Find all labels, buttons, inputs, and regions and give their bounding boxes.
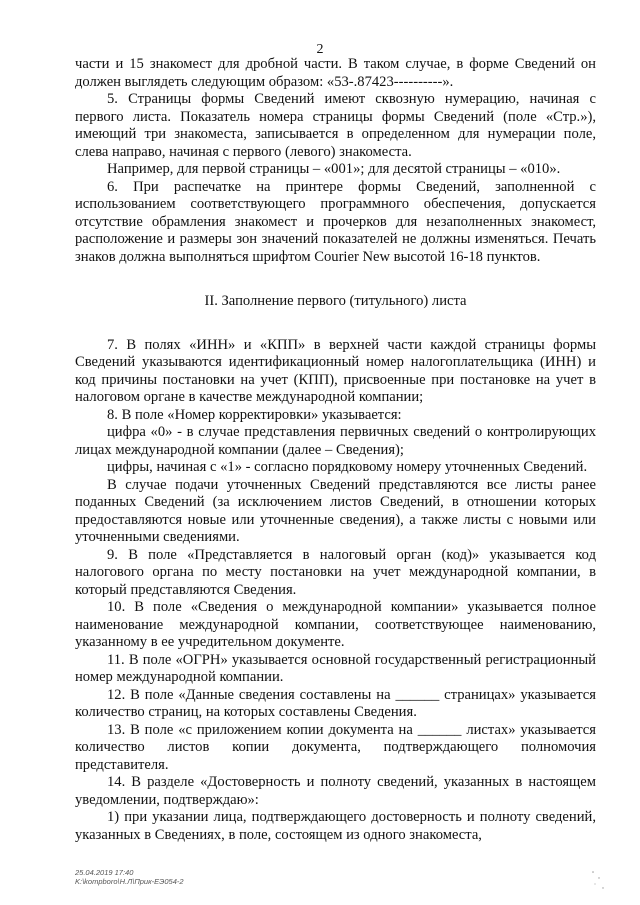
paragraph-11: 11. В поле «ОГРН» указывается основной государственный регистрационный номер международной компании. <box>75 651 596 685</box>
paragraph-corrections: В случае подачи уточненных Сведений представляются все листы ранее поданных Сведений (за исключением листов Сведений, в отношении которых предоставляются новые или уточненные сведения), а также листы с новыми или уточненными сведениями. <box>75 476 596 545</box>
paragraph-9: 9. В поле «Представляется в налоговый орган (код)» указывается код налогового органа по месту постановки на учет международной компании, в который представляются Сведения. <box>75 546 596 598</box>
paragraph-5: 5. Страницы формы Сведений имеют сквозную нумерацию, начиная с первого листа. Показатель номера страницы формы Сведений (поле «Стр.»), имеющий три знакоместа, записывается в определенном для нумерации поле, слева направо, начиная с первого (левого) знакоместа. <box>75 91 596 160</box>
paragraph-14: 14. В разделе «Достоверность и полноту сведений, указанных в настоящем уведомлении, подтверждаю»: <box>75 774 596 808</box>
text-flow <box>75 91 596 844</box>
paragraph-8: 8. В поле «Номер корректировки» указывается: <box>107 406 402 423</box>
paragraph-13: 13. В поле «с приложением копии документа на ______ листах» указывается количество листов копии документа, подтверждающего полномочия представителя. <box>75 721 596 773</box>
paragraph-continuation: части и 15 знакомест для дробной части. В таком случае, в форме Сведений он должен выглядеть следующим образом: «53-.87423----------». <box>75 56 596 90</box>
paragraph-12: 12. В поле «Данные сведения составлены на ______ страницах» указывается количество страниц, на которых составлены Сведения. <box>75 686 596 720</box>
footer-timestamp: 25.04.2019 17:40 <box>75 868 134 877</box>
scan-dots-mark <box>590 868 608 892</box>
paragraph-8-digits-1: цифры, начиная с «1» - согласно порядковому номеру уточненных Сведений. <box>107 459 588 475</box>
footer-stamp <box>75 868 184 886</box>
paragraph-6: 6. При распечатке на принтере формы Сведений, заполненной с использованием соответствующего программного обеспечения, допускается отсутствие обрамления знакомест и прочерков для незаполненных знакомест, расположение и размеры зон значений показателей не должны изменяться. Печать знаков должна выполняться шрифтом Courier New высотой 16-18 пунктов. <box>75 178 596 265</box>
paragraph-7: 7. В полях «ИНН» и «КПП» в верхней части каждой страницы формы Сведений указываются идентификационный номер налогоплательщика (ИНН) и код причины постановки на учет (КПП), присвоенные при постановке на учет в налоговом органе в качестве международной компании; <box>75 336 596 405</box>
paragraph-example: Например, для первой страницы – «001»; для десятой страницы – «010». <box>107 161 561 177</box>
page-number: 2 <box>316 42 324 57</box>
paragraph-10: 10. В поле «Сведения о международной компании» указывается полное наименование международной компании, соответствующее наименованию, указанному в ее учредительном документе. <box>75 599 596 650</box>
paragraph-14-1: 1) при указании лица, подтверждающего достоверность и полноту сведений, указанных в Сведениях, в поле, состоящем из одного знакоместа, <box>75 809 596 843</box>
footer-file-path: K:\kompboro\Н.Л\Прик-ЕЭ054-2 <box>75 877 184 886</box>
section-heading: II. Заполнение первого (титульного) листа <box>204 293 467 309</box>
paragraph-8-digit-0: цифра «0» - в случае представления первичных сведений о контролирующих лицах международной компании (далее – Сведения); <box>75 424 596 458</box>
